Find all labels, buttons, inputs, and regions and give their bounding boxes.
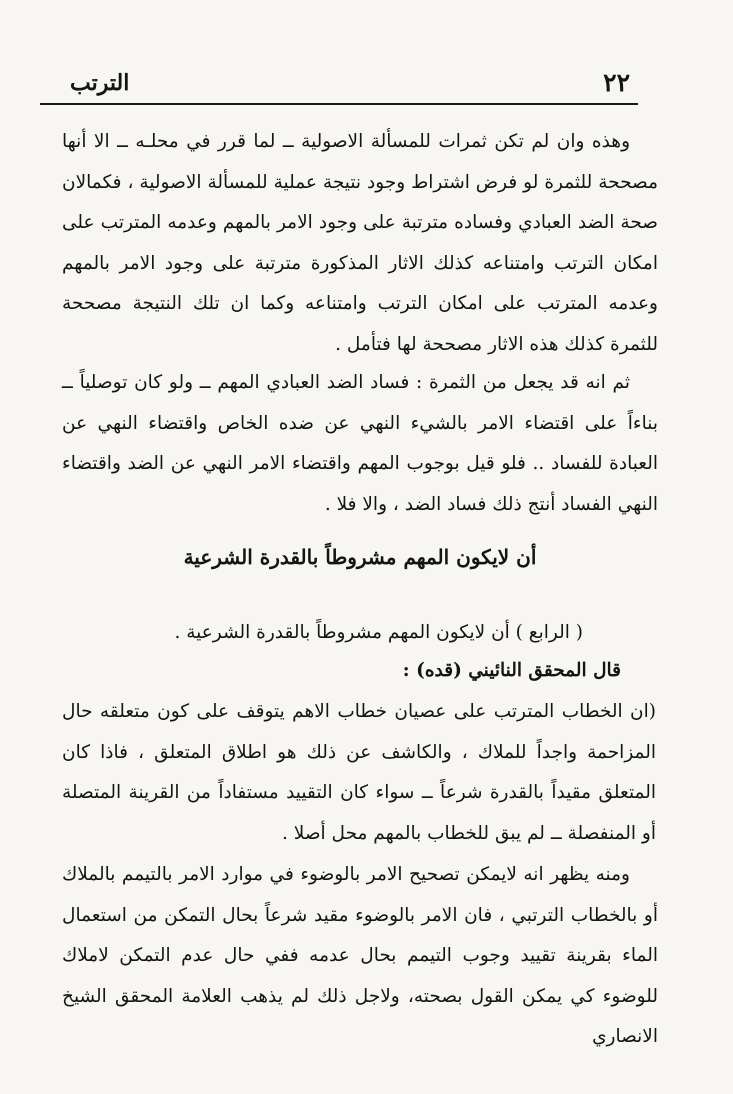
paragraph-corruption: ثم انه قد يجعل من الثمرة : فساد الضد العبادي المهم ــ ولو كان توصلياً ــ بناءاً على اقتضاء الامر بالشيء النهي عن ضده الخاص واقتضاء النهي عن العبادة للفساد .. فلو قيل بوجوب المهم واقتضاء الامر النهي عن الضد واقتضاء النهي الفساد أنتج ذلك فساد الضد ، والا فلا .: [62, 372, 658, 515]
paragraph-ablution: ومنه يظهر انه لايمكن تصحيح الامر بالوضوء في موارد الامر بالتيمم بالملاك أو بالخطاب الترتبي ، فان الامر بالوضوء مقيد شرعاً بحال التمكن من استعمال الماء بقرينة تقييد وجوب التيمم بحال عدمه ففي حال عدم التمكن لاملاك للوضوء كي يمكن القول بصحته، ولاجل ذلك لم يذهب العلامة المحقق الشيخ الانصاري: [62, 864, 658, 1047]
quoted-author: قال المحقق النائيني (قده) :: [402, 660, 621, 681]
page-header: [60, 62, 640, 102]
quotation-paragraph: (ان الخطاب المترتب على عصيان خطاب الاهم يتوقف على كون متعلقه حال المزاحمة واجداً للملاك ، والكاشف عن ذلك هو اطلاق المتعلق ، فاذا كان المتعلق مقيداً بالقدرة شرعاً ــ سواء كان التقييد مستفاداً من القرينة المتصلة أو المنفصلة ــ لم يبق للخطاب بالمهم محل أصلا .: [62, 701, 656, 844]
header-divider: [40, 103, 638, 105]
page-number: ٢٢: [603, 68, 630, 97]
point-fourth: ( الرابع ) أن لايكون المهم مشروطاً بالقدرة الشرعية .: [174, 622, 583, 643]
section-heading: أن لايكون المهم مشروطاً بالقدرة الشرعية: [183, 545, 537, 569]
running-title: الترتب: [70, 70, 130, 96]
paragraph-fruits: وهذه وان لم تكن ثمرات للمسألة الاصولية ــ لما قرر في محلـه ــ الا أنها مصححة للثمرة لو فرض اشتراط وجود نتيجة عملية للمسألة الاصولية ، فكمالان صحة الضد العبادي وفساده مترتبة على وجود الامر بالمهم وعدمه المترتب على امكان الترتب وامتناعه كذلك الاثار المذكورة مترتبة على وجود الامر بالمهم وعدمه المترتب على امكان الترتب وامتناعه وكما ان تلك النتيجة مصححة للثمرة كذلك هذه الاثار مصححة لها فتأمل .: [62, 131, 658, 355]
